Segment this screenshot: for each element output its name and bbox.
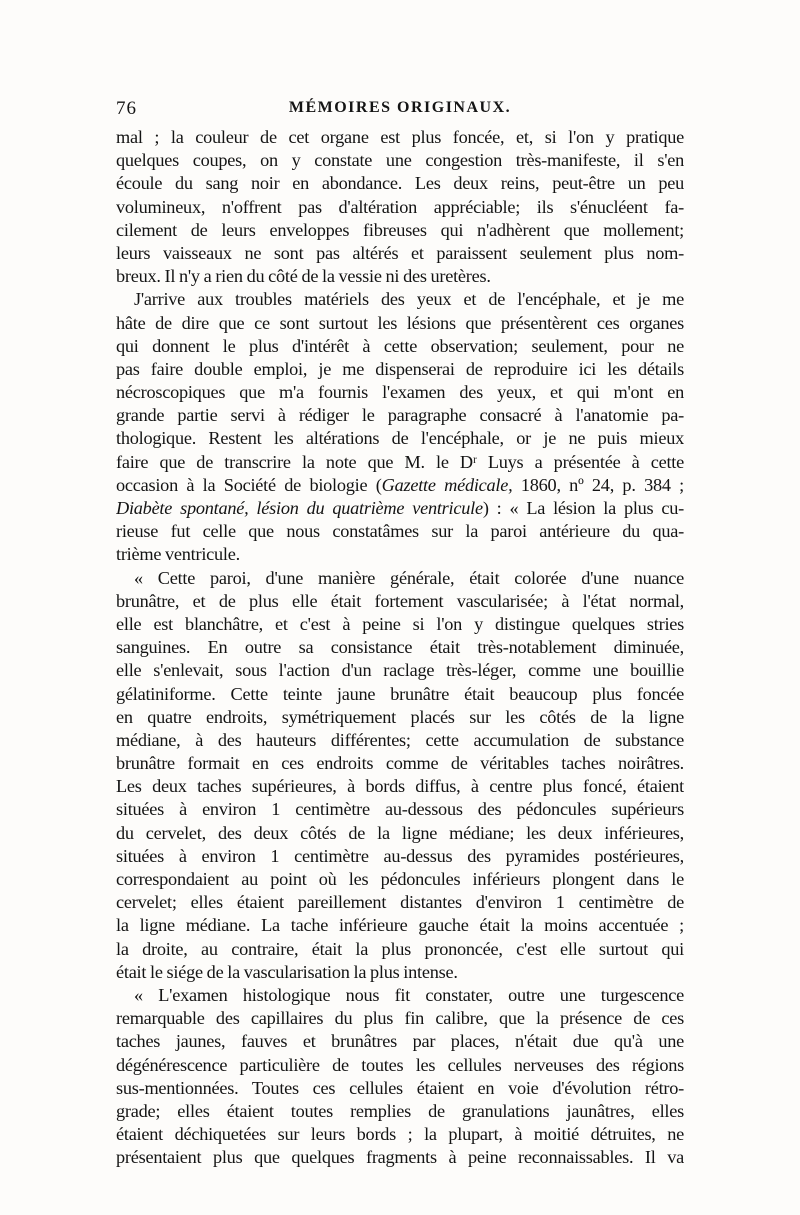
text-segment: ) : « La lésion la plus cu- bbox=[482, 498, 684, 518]
text-segment: faire que de transcrire la note que M. le Dʳ Luys a présentée à cette bbox=[116, 451, 684, 472]
text-line bbox=[116, 404, 684, 427]
text-segment: étaient déchiquetées sur leurs bords ; la plupart, à moitié détruites, ne bbox=[116, 1124, 684, 1145]
text-segment: occasion à la Société de biologie ( bbox=[116, 474, 382, 495]
text-segment: était le siége de la vascularisation la plus intense. bbox=[116, 961, 458, 982]
text-segment: en quatre endroits, symétriquement placés sur les côtés de la ligne bbox=[116, 706, 684, 727]
text-segment: qui donnent le plus d'intérêt à cette observation; seulement, pour ne bbox=[116, 335, 684, 356]
text-line bbox=[116, 683, 684, 706]
text-line bbox=[116, 775, 684, 798]
text-line bbox=[116, 961, 684, 984]
text-segment: médiane, à des hauteurs différentes; cette accumulation de substance bbox=[116, 729, 684, 750]
text-segment: nécroscopiques que m'a fournis l'examen des yeux, et qui m'ont en bbox=[116, 382, 684, 403]
text-segment: correspondaient au point où les pédoncules inférieurs plongent dans le bbox=[116, 869, 684, 889]
text-segment: leurs vaisseaux ne sont pas altérés et paraissent seulement plus nom- bbox=[116, 242, 684, 263]
text-segment: mal ; la couleur de cet organe est plus foncée, et, si l'on y pratique bbox=[116, 127, 684, 147]
text-line bbox=[116, 706, 684, 729]
text-segment: breux. Il n'y a rien du côté de la vessie ni des uretères. bbox=[116, 266, 491, 287]
text-segment: « Cette paroi, d'une manière générale, était colorée d'une nuance bbox=[134, 567, 684, 588]
text-line bbox=[116, 288, 684, 311]
italic-text-segment: Diabète spontané, lésion du quatrième ventricule bbox=[116, 498, 483, 518]
text-segment: sanguines. En outre sa consistance était très-notablement diminuée, bbox=[116, 637, 684, 658]
text-line bbox=[116, 265, 684, 288]
text-line bbox=[116, 822, 684, 845]
text-segment: hâte de dire que ce sont surtout les lésions que présentèrent ces organes bbox=[116, 312, 684, 333]
text-segment: situées à environ 1 centimètre au-dessus des pyramides postérieures, bbox=[116, 845, 684, 866]
text-segment: dégénérescence particulière de toutes les cellules nerveuses des régions bbox=[116, 1054, 684, 1075]
text-segment: rieuse fut celle que nous constatâmes sur la paroi antérieure du qua- bbox=[116, 521, 684, 542]
text-line bbox=[116, 590, 684, 613]
text-segment: grade; elles étaient toutes remplies de granulations jaunâtres, elles bbox=[116, 1100, 684, 1121]
text-line bbox=[116, 1007, 684, 1030]
text-segment: elle s'enlevait, sous l'action d'un raclage très-léger, comme une bouillie bbox=[116, 660, 684, 681]
text-line bbox=[116, 1100, 684, 1123]
text-segment: trième ventricule. bbox=[116, 544, 240, 565]
text-line bbox=[116, 868, 684, 891]
text-line bbox=[116, 381, 684, 404]
text-line bbox=[116, 1146, 684, 1169]
text-line bbox=[116, 613, 684, 636]
text-line bbox=[116, 914, 684, 937]
text-segment: remarquable des capillaires du plus fin calibre, que la présence de ces bbox=[116, 1008, 684, 1029]
text-line bbox=[116, 729, 684, 752]
text-segment: gélatiniforme. Cette teinte jaune brunâtre était beaucoup plus foncée bbox=[116, 683, 684, 704]
text-line bbox=[116, 1054, 684, 1077]
text-line bbox=[116, 474, 684, 497]
text-line bbox=[116, 798, 684, 821]
text-line bbox=[116, 451, 684, 474]
text-line bbox=[116, 172, 684, 195]
text-line bbox=[116, 242, 684, 265]
text-line bbox=[116, 543, 684, 566]
text-line bbox=[116, 984, 684, 1007]
text-segment: du cervelet, des deux côtés de la ligne médiane; les deux inférieures, bbox=[116, 822, 684, 843]
text-line bbox=[116, 497, 684, 520]
text-line bbox=[116, 567, 684, 590]
text-segment: situées à environ 1 centimètre au-dessous des pédoncules supérieurs bbox=[116, 799, 684, 820]
text-segment: pas faire double emploi, je me dispenserai de reproduire ici les détails bbox=[116, 358, 684, 379]
text-line bbox=[116, 938, 684, 961]
text-line bbox=[116, 126, 684, 149]
text-segment: 1860, nº 24, p. 384 ; bbox=[512, 474, 684, 495]
text-segment: Les deux taches supérieures, à bords diffus, à centre plus foncé, étaient bbox=[116, 776, 684, 797]
text-line bbox=[116, 845, 684, 868]
page-number: 76 bbox=[116, 98, 137, 119]
text-line bbox=[116, 659, 684, 682]
text-segment: la droite, au contraire, était la plus prononcée, c'est elle surtout qui bbox=[116, 938, 684, 959]
text-line bbox=[116, 891, 684, 914]
text-segment: brunâtre, et de plus elle était fortement vascularisée; à l'état normal, bbox=[116, 590, 684, 611]
text-segment: thologique. Restent les altérations de l'encéphale, or je ne puis mieux bbox=[116, 428, 684, 449]
text-line bbox=[116, 520, 684, 543]
text-segment: quelques coupes, on y constate une congestion très-manifeste, il s'en bbox=[116, 150, 684, 171]
text-line bbox=[116, 752, 684, 775]
text-line bbox=[116, 358, 684, 381]
text-segment: grande partie servi à rédiger le paragraphe consacré à l'anatomie pa- bbox=[116, 405, 684, 426]
text-segment: brunâtre formait en ces endroits comme de véritables taches noirâtres. bbox=[116, 753, 684, 774]
text-segment: la ligne médiane. La tache inférieure gauche était la moins accentuée ; bbox=[116, 915, 684, 936]
body-text bbox=[116, 126, 684, 1169]
running-title: MÉMOIRES ORIGINAUX. bbox=[288, 99, 512, 116]
page-header bbox=[116, 98, 684, 124]
text-segment: cilement de leurs enveloppes fibreuses qui n'adhèrent que mollement; bbox=[116, 219, 684, 240]
text-line bbox=[116, 1030, 684, 1053]
text-segment: écoule du sang noir en abondance. Les deux reins, peut-être un peu bbox=[116, 173, 684, 194]
text-segment: J'arrive aux troubles matériels des yeux et de l'encéphale, et je me bbox=[134, 289, 684, 310]
text-segment: elle est blanchâtre, et c'est à peine si l'on y distingue quelques stries bbox=[116, 613, 684, 634]
text-line bbox=[116, 1077, 684, 1100]
text-segment: volumineux, n'offrent pas d'altération appréciable; ils s'énucléent fa- bbox=[116, 196, 684, 217]
text-line bbox=[116, 1123, 684, 1146]
text-line bbox=[116, 335, 684, 358]
text-line bbox=[116, 312, 684, 335]
text-segment: présentaient plus que quelques fragments à peine reconnaissables. Il va bbox=[116, 1147, 684, 1168]
text-segment: « L'examen histologique nous fit constater, outre une turgescence bbox=[134, 984, 684, 1005]
text-line bbox=[116, 636, 684, 659]
italic-text-segment: Gazette médicale, bbox=[381, 474, 513, 495]
text-line bbox=[116, 427, 684, 450]
text-segment: sus-mentionnées. Toutes ces cellules étaient en voie d'évolution rétro- bbox=[116, 1077, 684, 1098]
text-segment: taches jaunes, fauves et brunâtres par places, n'était due qu'à une bbox=[116, 1031, 684, 1052]
text-line bbox=[116, 219, 684, 242]
text-line bbox=[116, 149, 684, 172]
text-segment: cervelet; elles étaient pareillement distantes d'environ 1 centimètre de bbox=[116, 892, 684, 913]
text-line bbox=[116, 196, 684, 219]
